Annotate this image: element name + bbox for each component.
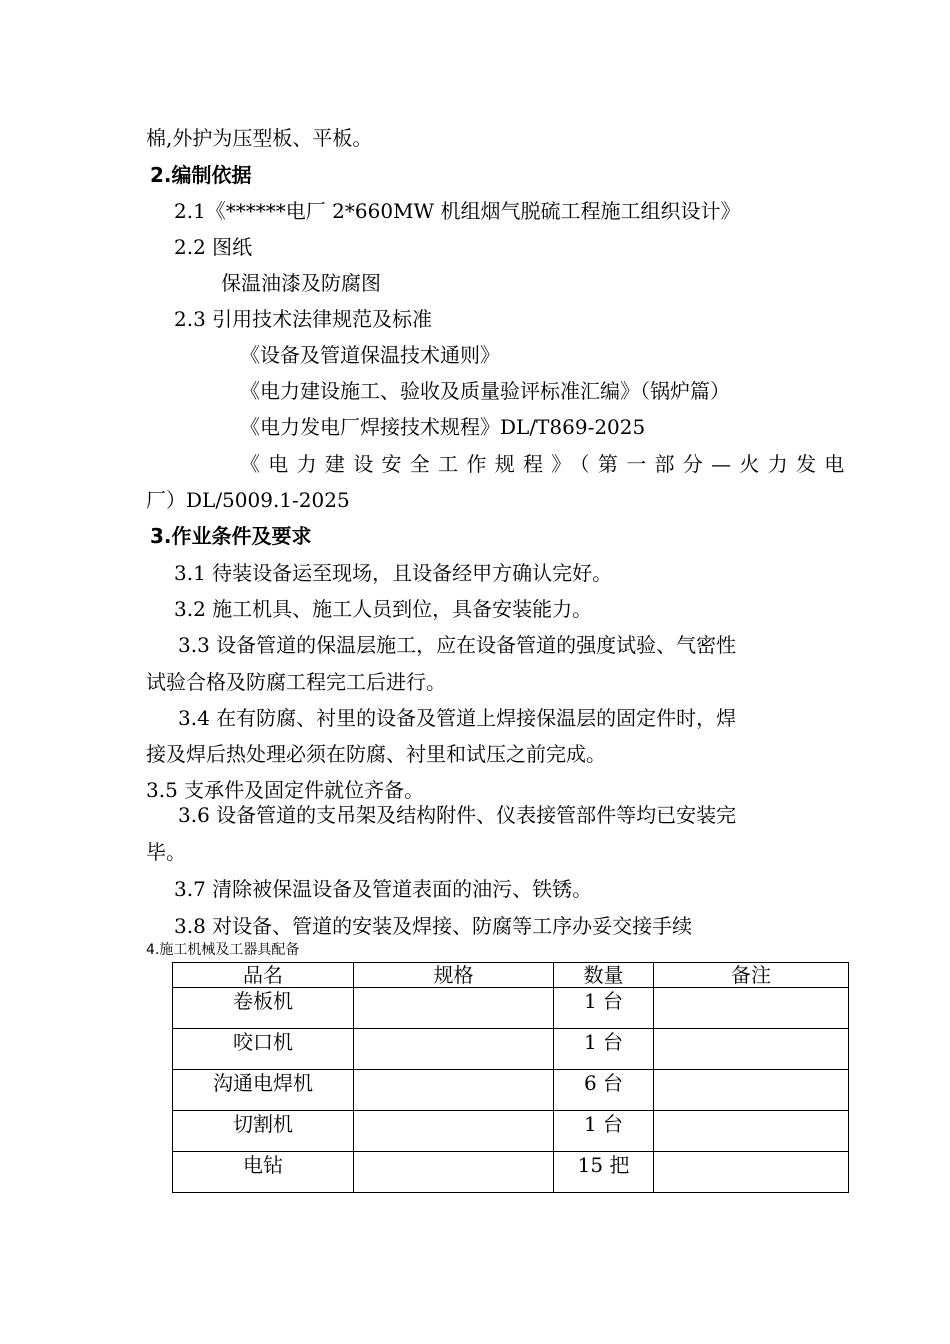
text-line: 3.8 对设备、管道的安装及焊接、防腐等工序办妥交接手续 xyxy=(174,914,693,938)
text-line: 毕。 xyxy=(146,840,186,864)
cell-remark xyxy=(654,1111,849,1152)
table-header-row xyxy=(173,963,849,988)
text-line: 《电力发电厂焊接技术规程》DL/T869-2025 xyxy=(240,415,646,439)
section-heading-3: 3.作业条件及要求 xyxy=(150,524,312,548)
header-remark: 备注 xyxy=(654,963,849,988)
cell-remark xyxy=(654,1029,849,1070)
cell-quantity: 1 台 xyxy=(554,988,654,1029)
text-line: 试验合格及防腐工程完工后进行。 xyxy=(146,670,446,694)
text-line: 2.2 图纸 xyxy=(174,235,253,259)
cell-spec xyxy=(354,988,554,1029)
header-spec: 规格 xyxy=(354,963,554,988)
cell-name: 卷板机 xyxy=(173,988,354,1029)
cell-spec xyxy=(354,1152,554,1193)
text-line: 3.2 施工机具、施工人员到位，具备安装能力。 xyxy=(174,597,593,621)
text-line: 接及焊后热处理必须在防腐、衬里和试压之前完成。 xyxy=(146,742,606,766)
cell-spec xyxy=(354,1029,554,1070)
text-line: 3.7 清除被保温设备及管道表面的油污、铁锈。 xyxy=(174,877,593,901)
text-line: 3.5 支承件及固定件就位齐备。 xyxy=(146,778,425,802)
cell-spec xyxy=(354,1111,554,1152)
table-row xyxy=(173,1111,849,1152)
cell-quantity: 1 台 xyxy=(554,1111,654,1152)
text-line: 棉,外护为压型板、平板。 xyxy=(146,126,373,150)
text-line: 3.4 在有防腐、衬里的设备及管道上焊接保温层的固定件时，焊 xyxy=(178,706,737,730)
cell-remark xyxy=(654,1070,849,1111)
cell-name: 沟通电焊机 xyxy=(173,1070,354,1111)
text-line: 2.3 引用技术法律规范及标准 xyxy=(174,307,433,331)
text-line: 《设备及管道保温技术通则》 xyxy=(240,343,500,367)
cell-spec xyxy=(354,1070,554,1111)
table-row xyxy=(173,988,849,1029)
text-line: 《电力建设施工、验收及质量验评标准汇编》（锅炉篇） xyxy=(240,379,730,403)
cell-remark xyxy=(654,988,849,1029)
text-line: 3.6 设备管道的支吊架及结构附件、仪表接管部件等均已安装完 xyxy=(178,803,737,827)
table-row xyxy=(173,1029,849,1070)
text-line: 《电力建设安全工作规程》（第一部分—火力发电 xyxy=(240,452,853,476)
cell-quantity: 6 台 xyxy=(554,1070,654,1111)
header-name: 品名 xyxy=(173,963,354,988)
section-heading-2: 2.编制依据 xyxy=(150,163,252,187)
text-line: 2.1《******电厂 2*660MW 机组烟气脱硫工程施工组织设计》 xyxy=(174,199,741,223)
cell-name: 电钻 xyxy=(173,1152,354,1193)
cell-remark xyxy=(654,1152,849,1193)
cell-quantity: 1 台 xyxy=(554,1029,654,1070)
cell-name: 咬口机 xyxy=(173,1029,354,1070)
cell-name: 切割机 xyxy=(173,1111,354,1152)
text-line: 保温油漆及防腐图 xyxy=(221,271,381,295)
text-line: 3.3 设备管道的保温层施工，应在设备管道的强度试验、气密性 xyxy=(178,633,737,657)
text-line: 厂）DL/5009.1-2025 xyxy=(146,488,350,512)
equipment-table xyxy=(172,962,849,1193)
table-row xyxy=(173,1152,849,1193)
section-heading-4: 4.施工机械及工器具配备 xyxy=(146,942,300,958)
cell-quantity: 15 把 xyxy=(554,1152,654,1193)
header-quantity: 数量 xyxy=(554,963,654,988)
table-row xyxy=(173,1070,849,1111)
text-line: 3.1 待装设备运至现场，且设备经甲方确认完好。 xyxy=(174,561,613,585)
